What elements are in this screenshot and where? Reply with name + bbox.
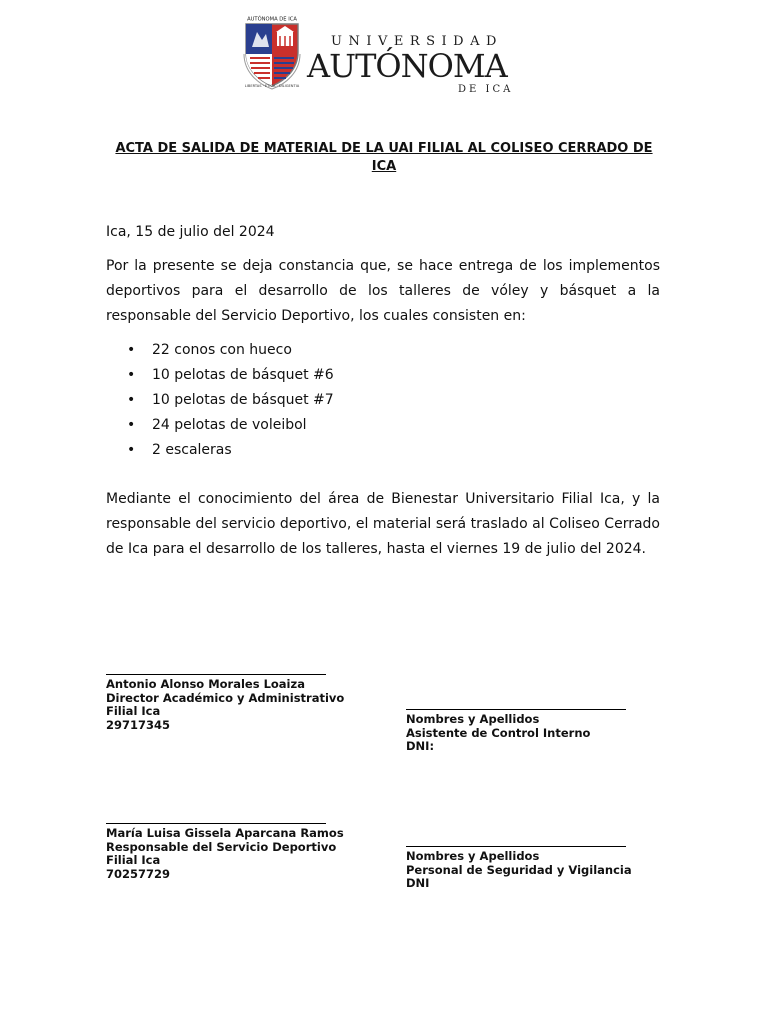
signer-name: María Luisa Gissela Aparcana Ramos — [106, 826, 344, 840]
signer-branch: Filial Ica — [106, 853, 161, 867]
signature-line — [106, 674, 326, 675]
bullet-icon: • — [127, 342, 136, 358]
list-item: • 10 pelotas de básquet #6 — [106, 363, 334, 388]
material-list — [106, 338, 334, 463]
bullet-icon: • — [127, 417, 136, 433]
signer-role: Director Académico y Administrativo — [106, 690, 345, 705]
bullet-icon: • — [127, 392, 136, 408]
signature-block-security — [406, 846, 632, 891]
university-city: DE ICA — [458, 84, 514, 95]
signer-role: Asistente de Control Interno — [406, 725, 591, 740]
signer-branch: Filial Ica — [106, 704, 161, 718]
signer-role: Responsable del Servicio Deportivo — [106, 839, 337, 854]
signer-id: DNI — [406, 876, 430, 890]
signer-name: Antonio Alonso Morales Loaiza — [106, 677, 305, 691]
university-header — [240, 14, 530, 94]
intro-paragraph: Por la presente se deja constancia que, se hace entrega de los implementos deportivos para el desarrollo de los talleres de vóley y básquet a la responsable del Servicio Deportivo, los cuales consisten en: — [106, 258, 660, 324]
bullet-icon: • — [127, 442, 136, 458]
signer-id: DNI: — [406, 739, 435, 753]
signature-block-sports — [106, 823, 344, 881]
document-title: ACTA DE SALIDA DE MATERIAL DE LA UAI FILIAL AL COLISEO CERRADO DE ICA — [115, 141, 653, 174]
signer-role: Personal de Seguridad y Vigilancia — [406, 862, 632, 877]
svg-text:AUTÓNOMA DE ICA: AUTÓNOMA DE ICA — [247, 16, 297, 23]
date-line: Ica, 15 de julio del 2024 — [106, 224, 275, 240]
list-item: • 10 pelotas de básquet #7 — [106, 388, 334, 413]
signer-id: 29717345 — [106, 717, 171, 732]
signature-line — [406, 709, 626, 710]
list-item: • 24 pelotas de voleibol — [106, 413, 334, 438]
list-item: • 22 conos con hueco — [106, 338, 334, 363]
university-label: UNIVERSIDAD — [331, 34, 503, 49]
signature-line — [406, 846, 626, 847]
bullet-icon: • — [127, 367, 136, 383]
university-name: AUTÓNOMA — [307, 47, 507, 85]
signer-name: Nombres y Apellidos — [406, 849, 540, 863]
signature-block-control — [406, 709, 626, 754]
signer-name: Nombres y Apellidos — [406, 712, 540, 726]
university-shield-logo — [240, 14, 304, 90]
signature-block-director — [106, 674, 344, 732]
svg-text:LIBERTAS · ETICA · DILIGENTIA: LIBERTAS · ETICA · DILIGENTIA — [244, 84, 300, 88]
signer-id: 70257729 — [106, 866, 171, 881]
list-item: • 2 escaleras — [106, 438, 334, 463]
closing-paragraph: Mediante el conocimiento del área de Bienestar Universitario Filial Ica, y la responsable del servicio deportivo, el material será traslado al Coliseo Cerrado de Ica para el desarrollo de los talleres, hasta el viernes 19 de julio del 2024. — [106, 491, 660, 557]
signature-line — [106, 823, 326, 824]
